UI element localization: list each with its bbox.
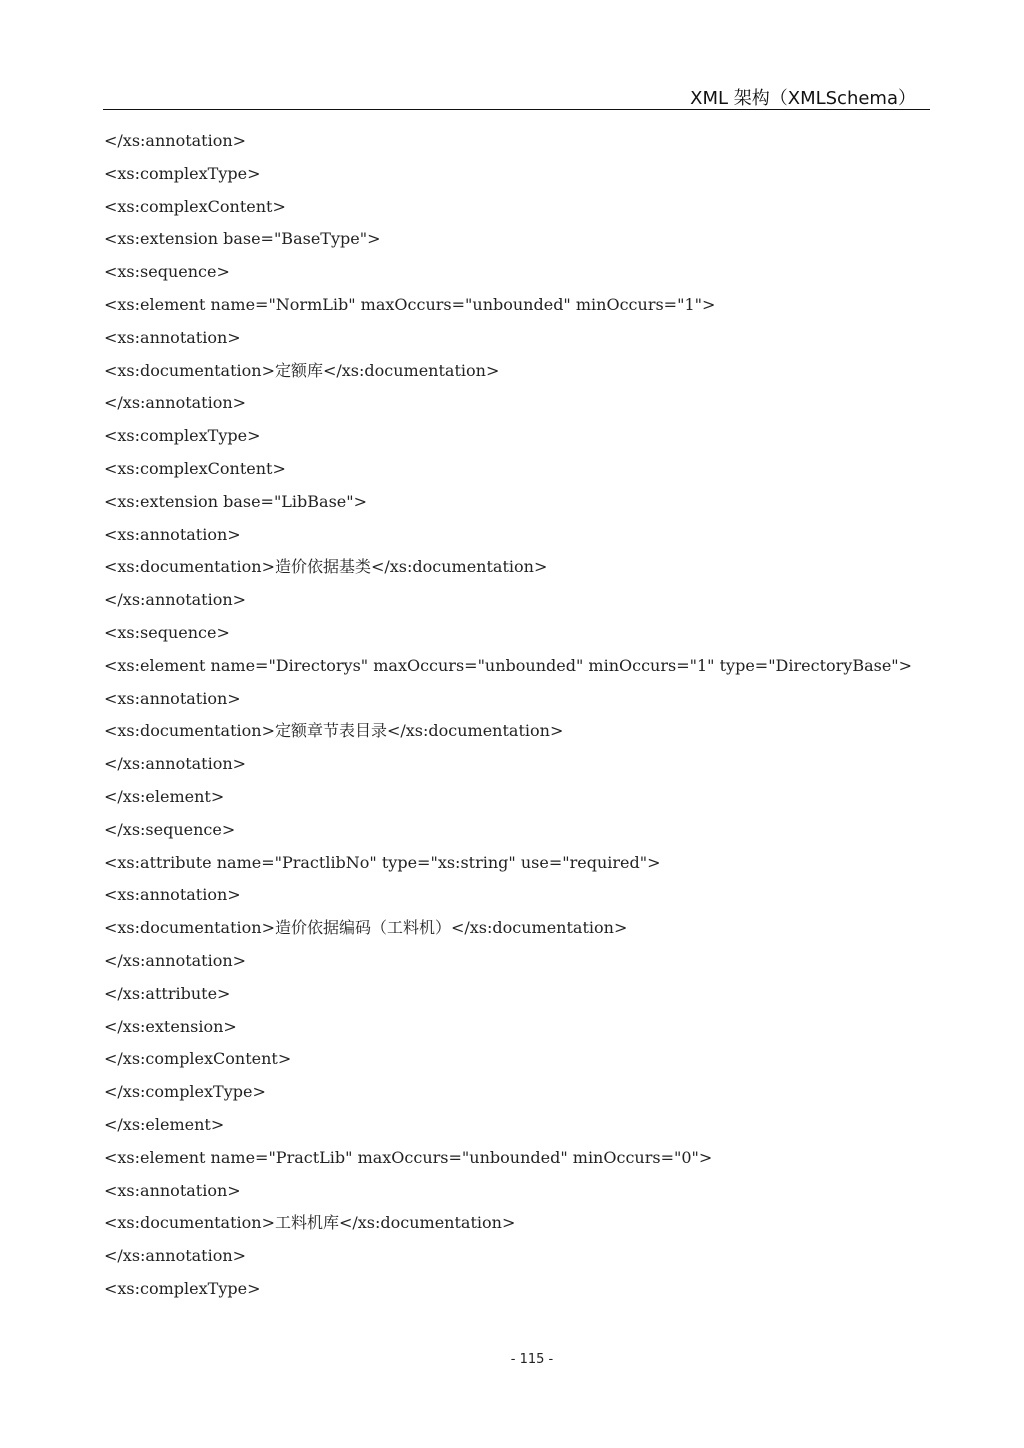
code-line: <xs:annotation> xyxy=(104,524,241,544)
code-line: </xs:sequence> xyxy=(104,819,236,839)
code-line: </xs:annotation> xyxy=(104,950,247,970)
code-line: <xs:element name="PractLib" maxOccurs="unbounded" minOccurs="0"> xyxy=(104,1147,713,1167)
code-line: </xs:element> xyxy=(104,786,225,806)
code-line: </xs:complexType> xyxy=(104,1082,266,1102)
code-line: </xs:annotation> xyxy=(104,754,247,774)
code-line: <xs:sequence> xyxy=(104,262,230,282)
code-line: </xs:extension> xyxy=(104,1016,237,1036)
xml-code-listing xyxy=(104,127,924,1308)
running-header-title: XML 架构（XMLSchema） xyxy=(690,88,916,109)
code-line: </xs:annotation> xyxy=(104,393,247,413)
code-line: <xs:extension base="LibBase"> xyxy=(104,491,368,511)
code-line: </xs:annotation> xyxy=(104,131,247,150)
code-line: <xs:complexContent> xyxy=(104,196,286,216)
code-line: <xs:documentation>工料机库</xs:documentation> xyxy=(104,1213,516,1233)
code-line: <xs:annotation> xyxy=(104,327,241,347)
code-line: <xs:extension base="BaseType"> xyxy=(104,229,381,249)
code-line: <xs:annotation> xyxy=(104,885,241,905)
code-line: <xs:documentation>造价依据基类</xs:documentation> xyxy=(104,557,548,577)
code-line: <xs:annotation> xyxy=(104,688,241,708)
code-line: </xs:complexContent> xyxy=(104,1049,292,1069)
code-line: <xs:documentation>定额章节表目录</xs:documentation> xyxy=(104,721,564,741)
code-line: <xs:attribute name="PractlibNo" type="xs:string" use="required"> xyxy=(104,852,661,872)
code-line: <xs:complexType> xyxy=(104,163,261,183)
code-line: </xs:annotation> xyxy=(104,590,247,610)
code-line: </xs:attribute> xyxy=(104,983,231,1003)
code-line: <xs:element name="NormLib" maxOccurs="unbounded" minOccurs="1"> xyxy=(104,294,716,314)
code-line: <xs:sequence> xyxy=(104,622,230,642)
code-line: <xs:annotation> xyxy=(104,1180,241,1200)
header-divider xyxy=(103,109,930,110)
code-line: <xs:element name="Directorys" maxOccurs="unbounded" minOccurs="1" type="DirectoryBase"> xyxy=(104,655,913,675)
code-line: <xs:documentation>定额库</xs:documentation> xyxy=(104,360,500,380)
code-line: <xs:documentation>造价依据编码（工料机）</xs:documentation> xyxy=(104,918,628,938)
code-line: <xs:complexType> xyxy=(104,1278,261,1298)
code-line: </xs:element> xyxy=(104,1114,225,1134)
code-line: <xs:complexType> xyxy=(104,426,261,446)
code-line: <xs:complexContent> xyxy=(104,458,286,478)
code-line: </xs:annotation> xyxy=(104,1246,247,1266)
page-number: - 115 - xyxy=(510,1352,554,1367)
